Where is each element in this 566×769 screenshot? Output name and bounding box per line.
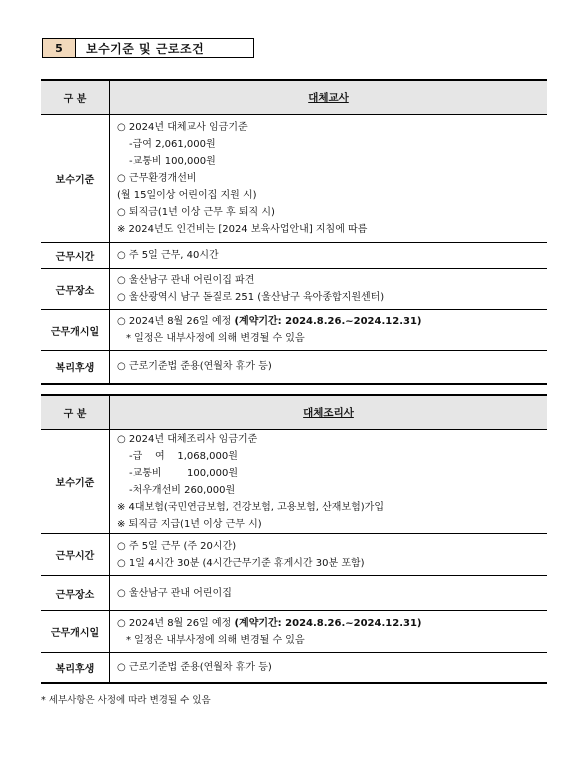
value-line: -교통비 100,000원 [129, 467, 239, 479]
contract-period: (계약기간: 2024.8.26.~2024.12.31) [234, 617, 422, 629]
table-row [41, 269, 547, 310]
row-label: 근무시간 [41, 243, 110, 269]
table-row [41, 653, 547, 683]
value-line: ○ 2024년 대체조리사 임금기준 [117, 433, 258, 445]
row-value [110, 611, 548, 653]
row-label: 보수기준 [41, 430, 110, 534]
value-line: ※ 4대보험(국민연금보험, 건강보험, 고용보험, 산재보험)가입 [117, 501, 384, 513]
header-value: 대체교사 [110, 80, 548, 115]
value-line: ○ 울산남구 관내 어린이집 파견 [117, 275, 255, 286]
table-header-row [41, 80, 547, 115]
value-line: ○ 주 5일 근무, 40시간 [117, 250, 219, 261]
value-line: ○ 퇴직금(1년 이상 근무 후 퇴직 시) [117, 207, 275, 218]
value-line: (월 15일이상 어린이집 지원 시) [117, 190, 257, 201]
row-label: 근무장소 [41, 269, 110, 310]
table-row [41, 430, 547, 534]
table-header-row [41, 395, 547, 430]
row-label: 복리후생 [41, 351, 110, 384]
value-line: * 일정은 내부사정에 의해 변경될 수 있음 [126, 333, 305, 344]
value-line [117, 615, 547, 632]
row-label: 근무시간 [41, 534, 110, 576]
row-value [110, 653, 548, 683]
row-value [110, 534, 548, 576]
table-row [41, 243, 547, 269]
section-title: 보수기준 및 근로조건 [76, 38, 254, 58]
row-value [110, 243, 548, 269]
section-number: 5 [42, 38, 76, 58]
footnote: * 세부사항은 사정에 따라 변경될 수 있음 [41, 695, 211, 706]
header-label: 구 분 [41, 80, 110, 115]
table-row [41, 534, 547, 576]
value-line: * 일정은 내부사정에 의해 변경될 수 있음 [126, 634, 305, 646]
value-text: ○ 2024년 8월 26일 예정 [117, 617, 235, 629]
value-line: ○ 근로기준법 준용(연월차 휴가 등) [117, 361, 272, 373]
value-text: ○ 2024년 8월 26일 예정 [117, 316, 235, 327]
value-line: -급여 2,061,000원 [129, 139, 216, 150]
table-row [41, 576, 547, 611]
value-line: -처우개선비 260,000원 [129, 484, 236, 496]
row-value [110, 310, 548, 351]
substitute-cook-table [41, 394, 547, 684]
value-line: ○ 1일 4시간 30분 (4시간근무기준 휴게시간 30분 포함) [117, 557, 365, 569]
value-line: ○ 울산남구 관내 어린이집 [117, 587, 232, 599]
value-line: ※ 2024년도 인건비는 [2024 보육사업안내] 지침에 따름 [117, 224, 368, 235]
row-value [110, 430, 548, 534]
section-header [42, 38, 254, 58]
value-line: ○ 근로기준법 준용(연월차 휴가 등) [117, 661, 272, 673]
row-label: 복리후생 [41, 653, 110, 683]
row-value [110, 115, 548, 243]
row-label: 보수기준 [41, 115, 110, 243]
value-line: -급 여 1,068,000원 [129, 450, 238, 462]
value-line: ○ 근무환경개선비 [117, 173, 197, 184]
value-line: ○ 주 5일 근무 (주 20시간) [117, 540, 237, 552]
substitute-teacher-table [41, 79, 547, 385]
row-label: 근무개시일 [41, 310, 110, 351]
row-label: 근무개시일 [41, 611, 110, 653]
value-line: ※ 퇴직금 지급(1년 이상 근무 시) [117, 518, 262, 530]
value-line: ○ 2024년 대체교사 임금기준 [117, 122, 248, 133]
row-label: 근무장소 [41, 576, 110, 611]
value-line: ○ 울산광역시 남구 돋질로 251 (울산남구 육아종합지원센터) [117, 292, 385, 303]
table-row [41, 310, 547, 351]
row-value [110, 269, 548, 310]
row-value [110, 576, 548, 611]
value-line: -교통비 100,000원 [129, 156, 216, 167]
contract-period: (계약기간: 2024.8.26.~2024.12.31) [234, 316, 422, 327]
row-value [110, 351, 548, 384]
table-row [41, 115, 547, 243]
table-row [41, 351, 547, 384]
table-row [41, 611, 547, 653]
value-line [117, 313, 547, 330]
header-label: 구 분 [41, 395, 110, 430]
header-value: 대체조리사 [110, 395, 548, 430]
